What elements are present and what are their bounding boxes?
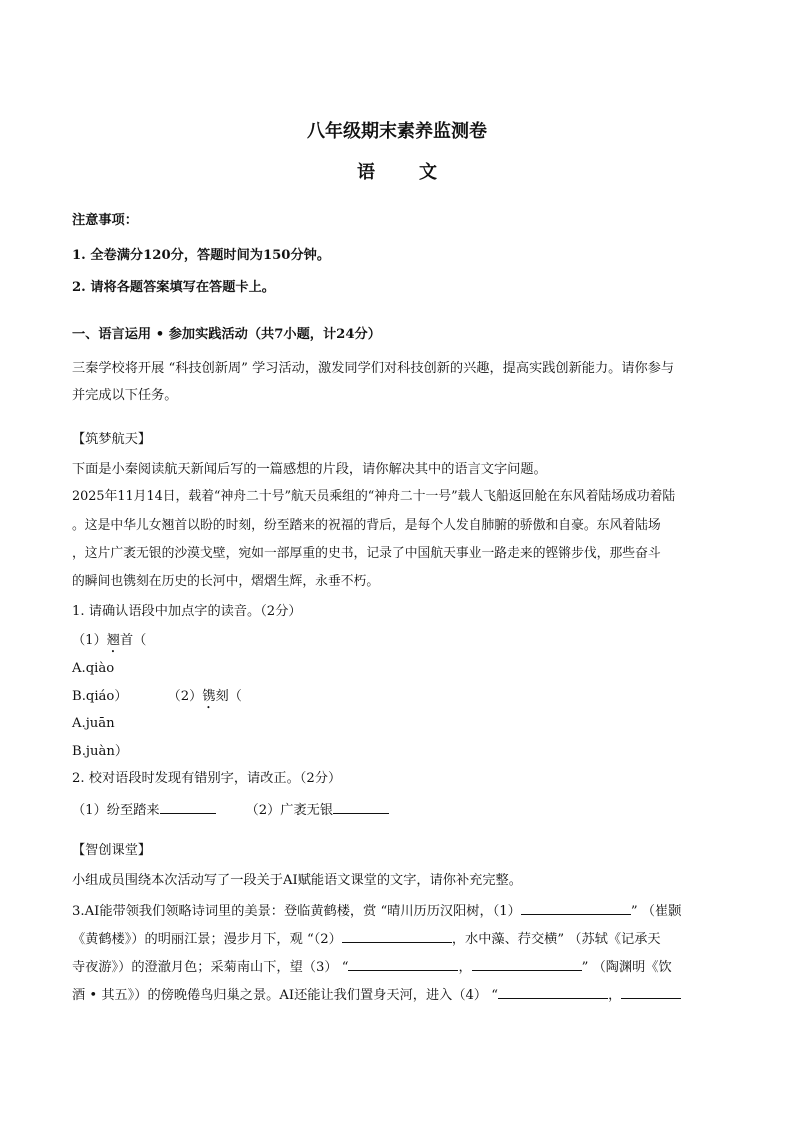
q1-option-b1-row xyxy=(72,689,732,712)
part1-intro: 下面是小秦阅读航天新闻后写的一篇感想的片段，请你解决其中的语言文字问题。 xyxy=(72,462,547,477)
q1-part2: （2）镌刻（ xyxy=(167,689,242,704)
emphasis-character: 翘 xyxy=(106,633,120,648)
exam-title: 八年级期末素养监测卷 xyxy=(307,121,487,142)
q3-line-4 xyxy=(72,986,732,1002)
part1-heading: 【筑梦航天】 xyxy=(72,432,152,447)
q3-text: ， xyxy=(458,960,472,975)
q1-option-a2: A.juān xyxy=(72,716,115,731)
q3-text: ” （陶渊明《饮 xyxy=(581,960,672,975)
q1-option-b1: B.qiáo） xyxy=(72,689,128,704)
q1-stem: 1. 请确认语段中加点字的读音。（2分） xyxy=(72,604,302,619)
notice-item-2: 2. 请将各题答案填写在答题卡上。 xyxy=(72,280,275,295)
q3-text: 寺夜游》）的澄澈月色；采菊南山下，望（3） “ xyxy=(72,960,349,975)
answer-blank[interactable] xyxy=(160,801,216,814)
passage-line-3: ，这片广袤无银的沙漠戈壁，宛如一部厚重的史书，记录了中国航天事业一路走来的铿锵步伐，那些奋斗 xyxy=(72,546,661,561)
q1-option-a1: A.qiào xyxy=(72,661,115,676)
notice-item-1: 1. 全卷满分120分，答题时间为150分钟。 xyxy=(72,248,331,263)
section-intro-line-2: 并完成以下任务。 xyxy=(72,388,178,403)
notice-heading: 注意事项： xyxy=(72,213,138,228)
q3-text: ，水中藻、荇交横” （苏轼《记承天 xyxy=(451,932,661,947)
passage-line-4: 的瞬间也镌刻在历史的长河中，熠熠生辉，永垂不朽。 xyxy=(72,574,380,589)
answer-blank[interactable] xyxy=(498,986,608,999)
subject-title: 语文 xyxy=(357,162,481,183)
answer-blank[interactable] xyxy=(342,930,452,943)
q3-text: ， xyxy=(608,988,622,1003)
part2-heading: 【智创课堂】 xyxy=(72,843,152,858)
q1-option-b2: B.juàn） xyxy=(72,744,129,759)
q2-row xyxy=(72,801,732,817)
answer-blank[interactable] xyxy=(621,986,681,999)
q3-line-1 xyxy=(72,902,732,918)
section-intro-line-1: 三秦学校将开展 “科技创新周” 学习活动，激发同学们对科技创新的兴趣，提高实践创新能力。请你参与 xyxy=(72,361,675,376)
q1-part1: （1）翘首（ xyxy=(72,633,147,648)
answer-blank[interactable] xyxy=(472,958,582,971)
part2-intro: 小组成员围绕本次活动写了一段关于AI赋能语文课堂的文字，请你补充完整。 xyxy=(72,873,522,888)
q2-stem: 2. 校对语段时发现有错别字，请改正。（2分） xyxy=(72,771,342,786)
q3-line-3 xyxy=(72,958,732,974)
answer-blank[interactable] xyxy=(333,801,389,814)
q2-part2: （2）广袤无银 xyxy=(245,803,334,818)
q3-text: 3.AI能带领我们领略诗词里的美景：登临黄鹤楼，赏 “晴川历历汉阳树，（1） xyxy=(72,904,521,919)
emphasis-character: 镌 xyxy=(202,689,216,704)
passage-line-2: 。这是中华儿女翘首以盼的时刻，纷至踏来的祝福的背后，是每个人发自肺腑的骄傲和自豪。东风着陆场 xyxy=(72,518,661,533)
answer-blank[interactable] xyxy=(348,958,458,971)
answer-blank[interactable] xyxy=(521,902,631,915)
section-heading: 一、语言运用 • 参加实践活动（共7小题，计24分） xyxy=(72,327,381,342)
passage-line-1: 2025年11月14日，载着“神舟二十号”航天员乘组的“神舟二十一号”载人飞船返回舱在东风着陆场成功着陆 xyxy=(72,489,676,504)
q3-text: ” （崔颢 xyxy=(630,904,682,919)
q3-text: 酒 • 其五》）的傍晚倦鸟归巢之景。AI还能让我们置身天河，进入（4） “ xyxy=(72,988,499,1003)
q3-text: 《黄鹤楼》）的明丽江景；漫步月下，观 “（2） xyxy=(72,932,342,947)
q2-part1: （1）纷至踏来 xyxy=(72,803,160,818)
q3-line-2 xyxy=(72,930,732,946)
